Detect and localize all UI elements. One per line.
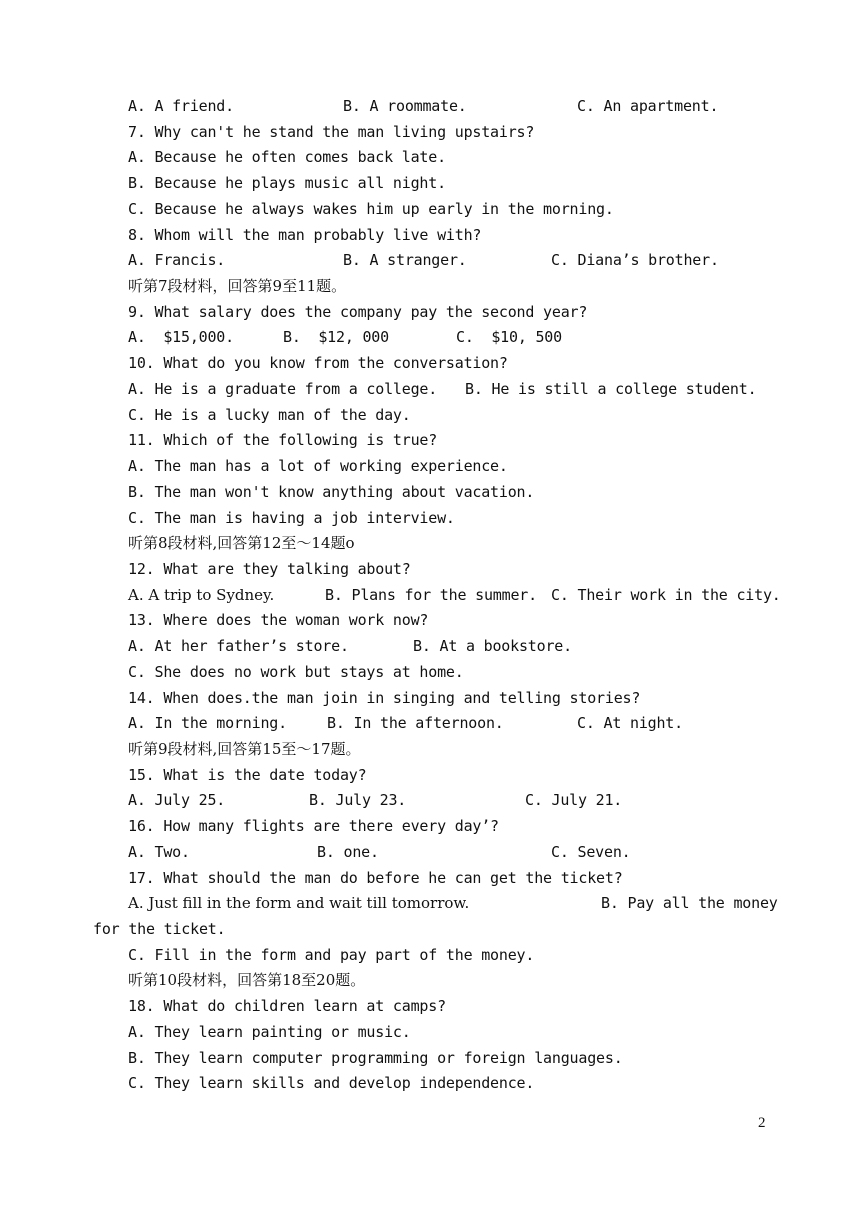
text-line: 听第8段材料,回答第12至～14题o <box>128 534 355 553</box>
text-line: C. Seven. <box>551 842 631 861</box>
text-line: A. Two. <box>128 842 190 861</box>
text-line: A. In the morning. <box>128 714 287 733</box>
text-line: 14. When does.the man join in singing and telling stories? <box>128 688 641 707</box>
text-line: C. Fill in the form and pay part of the money. <box>128 945 535 964</box>
text-line: 9. What salary does the company pay the second year? <box>128 302 588 321</box>
text-line: 11. Which of the following is true? <box>128 431 438 450</box>
text-line: B. $12, 000 <box>283 328 389 347</box>
text-line: B. The man won't know anything about vacation. <box>128 482 535 501</box>
text-line: 听第10段材料，回答第18至20题。 <box>128 971 366 990</box>
text-line: A. At her father’s store. <box>128 637 349 656</box>
text-line: 16. How many flights are there every day’? <box>128 817 499 836</box>
text-line: C. At night. <box>577 714 683 733</box>
text-line: B. Plans for the summer. <box>325 585 537 604</box>
text-line: C. $10, 500 <box>456 328 562 347</box>
text-line: A. A friend. <box>128 97 234 115</box>
text-line: A. A trip to Sydney. <box>128 585 275 604</box>
text-line: C. He is a lucky man of the day. <box>128 405 411 424</box>
text-line: B. In the afternoon. <box>327 714 504 733</box>
text-line: A. Because he often comes back late. <box>128 148 446 167</box>
text-line: C. Because he always wakes him up early in the morning. <box>128 199 614 218</box>
text-line: A. They learn painting or music. <box>128 1022 411 1041</box>
text-line: A. Francis. <box>128 251 226 270</box>
text-line: 17. What should the man do before he can get the ticket? <box>128 868 623 887</box>
text-line: 8. Whom will the man probably live with? <box>128 225 482 244</box>
text-line: 10. What do you know from the conversation? <box>128 354 508 373</box>
text-line: A. July 25. <box>128 791 226 810</box>
text-line: B. A roommate. <box>343 97 467 115</box>
text-line: B. July 23. <box>309 791 407 810</box>
text-line: C. Diana’s brother. <box>551 251 719 270</box>
text-line: B. Because he plays music all night. <box>128 174 446 193</box>
text-line: 12. What are they talking about? <box>128 559 411 578</box>
text-line: for the ticket. <box>93 920 226 939</box>
text-line: 7. Why can't he stand the man living upstairs? <box>128 122 535 141</box>
text-line: C. They learn skills and develop independence. <box>128 1074 535 1093</box>
page-number: 2 <box>758 1115 766 1131</box>
text-line: 13. Where does the woman work now? <box>128 611 429 630</box>
text-line: 听第9段材料,回答第15至～17题。 <box>128 740 361 758</box>
text-line: B. At a bookstore. <box>413 637 572 656</box>
text-line: A. The man has a lot of working experience. <box>128 457 508 476</box>
text-line: B. A stranger. <box>343 251 467 270</box>
text-line: B. They learn computer programming or foreign languages. <box>128 1048 623 1067</box>
text-line: A. He is a graduate from a college. <box>128 379 438 398</box>
text-line: B. one. <box>317 842 379 861</box>
text-line: 15. What is the date today? <box>128 765 367 784</box>
text-line: C. Their work in the city. <box>551 585 781 604</box>
text-line: C. The man is having a job interview. <box>128 508 455 527</box>
text-line: A. $15,000. <box>128 328 234 347</box>
text-line: 听第7段材料，回答第9至11题。 <box>128 277 347 296</box>
text-line: C. An apartment. <box>577 97 719 115</box>
text-line: C. She does no work but stays at home. <box>128 662 464 681</box>
text-line: A. Just fill in the form and wait till tomorrow. <box>128 894 470 913</box>
text-line: 18. What do children learn at camps? <box>128 997 446 1016</box>
text-line: B. He is still a college student. <box>465 379 757 398</box>
text-line: B. Pay all the money <box>601 894 778 913</box>
text-line: C. July 21. <box>525 791 623 810</box>
